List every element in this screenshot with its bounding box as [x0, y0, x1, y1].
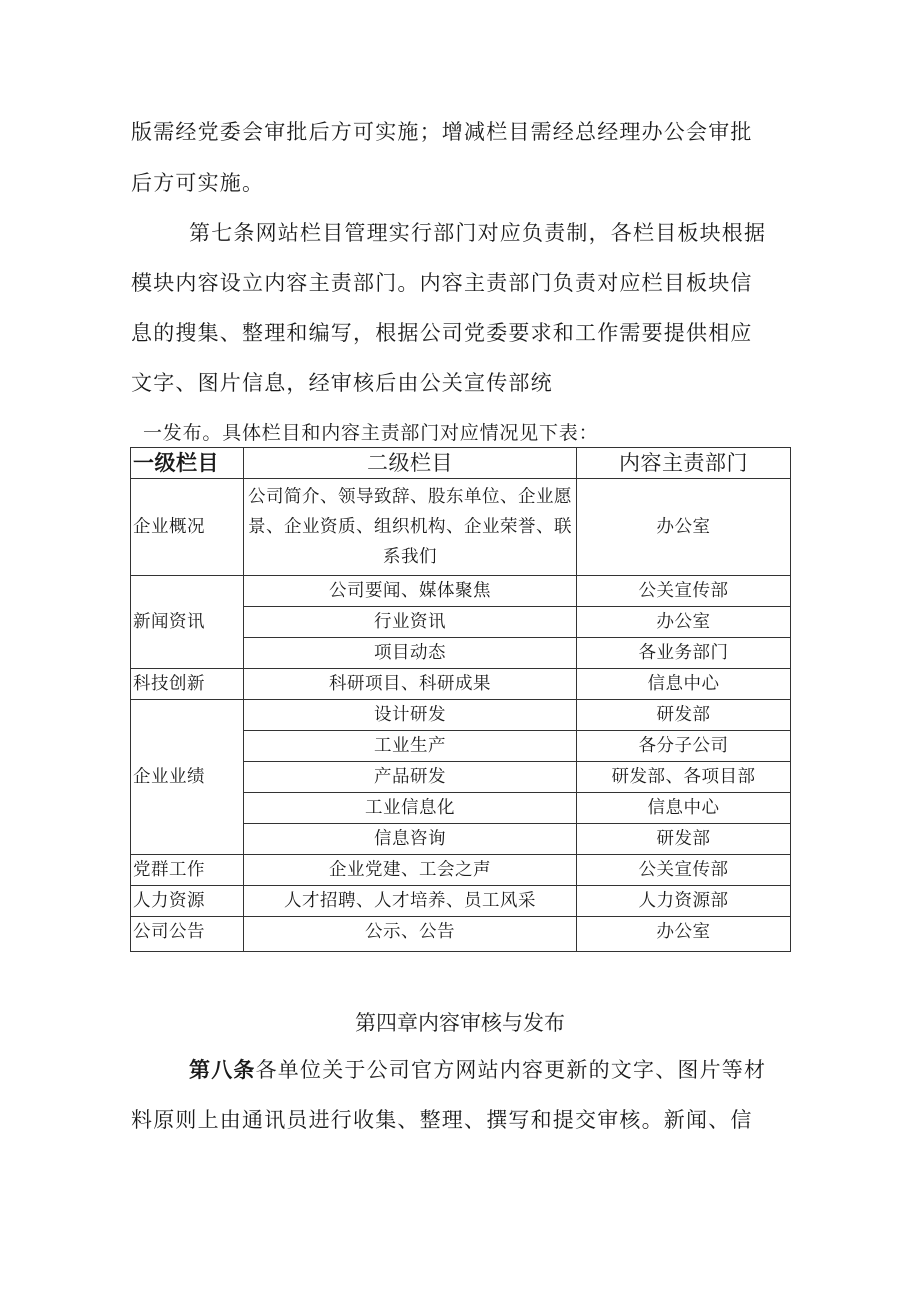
table-row — [131, 576, 791, 607]
cell-level2: 公司简介、领导致辞、股东单位、企业愿景、企业资质、组织机构、企业荣誉、联系我们 — [244, 479, 577, 576]
paragraph-line: 文字、图片信息，经审核后由公关宣传部统 — [131, 371, 553, 395]
cell-level2: 科研项目、科研成果 — [244, 669, 577, 700]
cell-level1: 人力资源 — [131, 886, 244, 917]
cell-dept: 各业务部门 — [577, 638, 791, 669]
cell-level2: 工业生产 — [244, 731, 577, 762]
article-text: 各单位关于公司官方网站内容更新的文字、图片等材 — [255, 1058, 767, 1082]
header-level2: 二级栏目 — [244, 448, 577, 479]
table-row — [131, 479, 791, 576]
cell-dept: 研发部、各项目部 — [577, 762, 791, 793]
header-dept: 内容主责部门 — [577, 448, 791, 479]
cell-level2: 企业党建、工会之声 — [244, 855, 577, 886]
cell-level2: 行业资讯 — [244, 607, 577, 638]
cell-level2: 公司要闻、媒体聚焦 — [244, 576, 577, 607]
paragraph-line: 第七条网站栏目管理实行部门对应负责制，各栏目板块根据 — [189, 221, 767, 245]
cell-dept: 办公室 — [577, 917, 791, 952]
table-row — [131, 917, 791, 952]
cell-level1: 公司公告 — [131, 917, 244, 952]
paragraph-line: 息的搜集、整理和编写，根据公司党委要求和工作需要提供相应 — [131, 321, 753, 345]
table-row — [131, 669, 791, 700]
cell-level1: 党群工作 — [131, 855, 244, 886]
cell-level1: 新闻资讯 — [131, 576, 244, 669]
cell-level2: 公示、公告 — [244, 917, 577, 952]
paragraph-line: 版需经党委会审批后方可实施；增减栏目需经总经理办公会审批 — [131, 120, 753, 144]
table-row — [131, 855, 791, 886]
cell-level2: 设计研发 — [244, 700, 577, 731]
cell-dept: 人力资源部 — [577, 886, 791, 917]
table-caption: 一发布。具体栏目和内容主责部门对应情况见下表： — [143, 422, 599, 444]
cell-level1: 企业业绩 — [131, 700, 244, 855]
cell-dept: 公关宣传部 — [577, 855, 791, 886]
cell-dept: 公关宣传部 — [577, 576, 791, 607]
table-row — [131, 700, 791, 731]
cell-dept: 研发部 — [577, 824, 791, 855]
cell-level2: 产品研发 — [244, 762, 577, 793]
cell-level2: 项目动态 — [244, 638, 577, 669]
cell-level2: 信息咨询 — [244, 824, 577, 855]
cell-dept: 信息中心 — [577, 793, 791, 824]
cell-level1: 企业概况 — [131, 479, 244, 576]
column-responsibility-table — [130, 447, 791, 952]
paragraph-line: 模块内容设立内容主责部门。内容主责部门负责对应栏目板块信 — [131, 271, 753, 295]
article-line: 料原则上由通讯员进行收集、整理、撰写和提交审核。新闻、信 — [131, 1108, 753, 1132]
paragraph-line: 后方可实施。 — [131, 171, 265, 195]
header-level1: 一级栏目 — [131, 448, 244, 479]
cell-level1: 科技创新 — [131, 669, 244, 700]
cell-dept: 各分子公司 — [577, 731, 791, 762]
cell-dept: 研发部 — [577, 700, 791, 731]
table-header-row — [131, 448, 791, 479]
article-line — [189, 1055, 829, 1085]
cell-dept: 办公室 — [577, 607, 791, 638]
cell-level2: 工业信息化 — [244, 793, 577, 824]
chapter-heading: 第四章内容审核与发布 — [355, 1011, 565, 1035]
cell-level2: 人才招聘、人才培养、员工风采 — [244, 886, 577, 917]
cell-dept: 办公室 — [577, 479, 791, 576]
cell-dept: 信息中心 — [577, 669, 791, 700]
article-label: 第八条 — [189, 1058, 256, 1082]
table-row — [131, 886, 791, 917]
